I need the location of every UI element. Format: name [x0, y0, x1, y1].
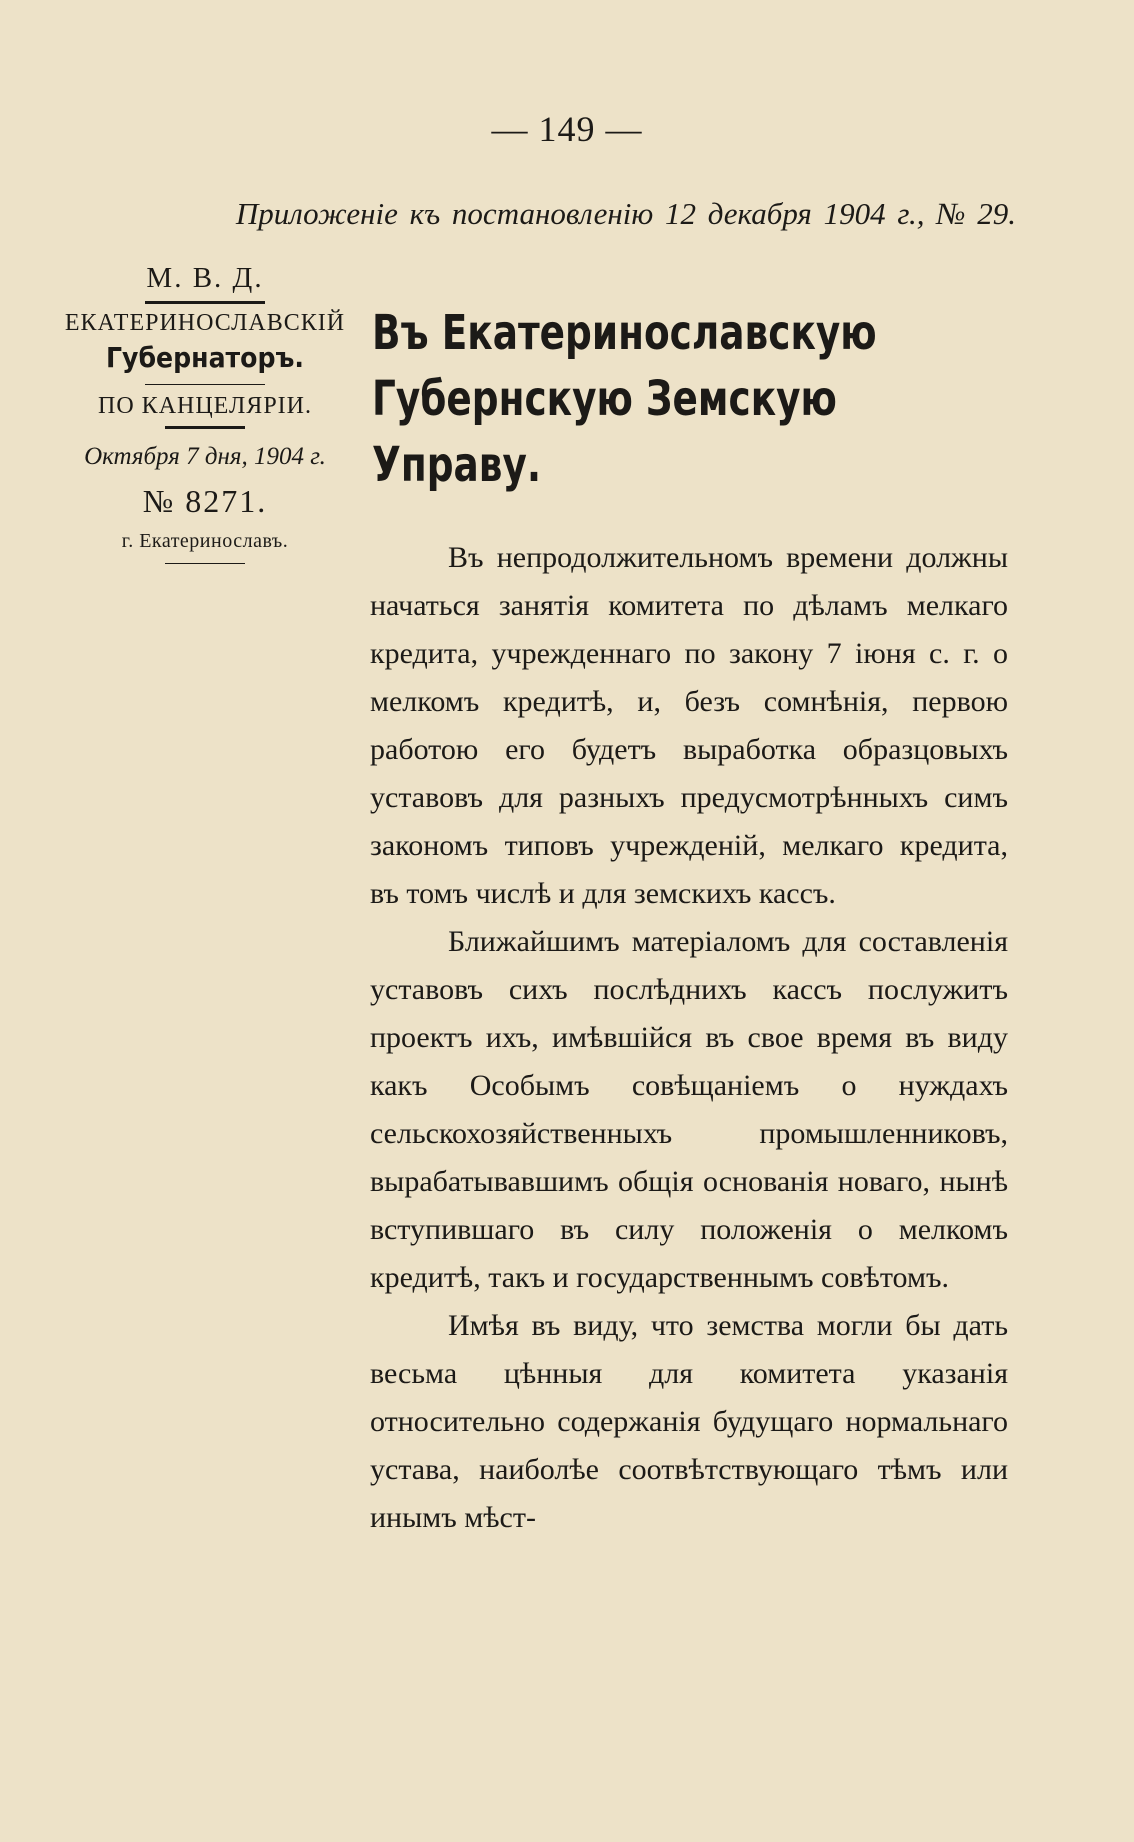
letter-body	[370, 534, 1008, 1542]
letter-city: г. Екатеринославъ.	[121, 530, 289, 552]
office-label: ПО КАНЦЕЛЯРІИ.	[98, 393, 312, 419]
letter-date: Октября 7 дня, 1904 г.	[84, 443, 326, 470]
ministry-label: М. В. Д.	[146, 262, 264, 294]
divider	[145, 301, 265, 304]
governor-title-line2: Губернаторъ.	[105, 341, 305, 374]
paragraph: Ближайшимъ матеріаломъ для составленія уставовъ сихъ послѣднихъ кассъ послужитъ проектъ ихъ, имѣвшійся въ свое время въ виду какъ Особымъ совѣщаніемъ о нуждахъ сельскохозяйственныхъ промышленниковъ, вырабатывавшимъ общія основанія новаго, нынѣ вступившаго въ силу положенія о мелкомъ кредитѣ, такъ и государственнымъ совѣтомъ.	[370, 925, 1008, 1294]
sender-block	[40, 262, 370, 570]
divider	[165, 426, 245, 429]
page-number: — 149 —	[491, 109, 643, 149]
divider	[165, 563, 245, 564]
governor-title-line1: ЕКАТЕРИНОСЛАВСКІЙ	[64, 310, 346, 336]
divider	[145, 384, 265, 385]
letter-number: № 8271.	[142, 483, 268, 519]
paragraph: Въ непродолжительномъ времени должны начаться занятія комитета по дѣламъ мелкаго кредита, учрежденнаго по закону 7 іюня с. г. о мелкомъ кредитѣ, и, безъ сомнѣнія, первою работою его будетъ выработка образцовыхъ уставовъ для разныхъ предусмотрѣнныхъ симъ закономъ типовъ учрежденій, мелкаго кредита, въ томъ числѣ и для земскихъ кассъ.	[370, 541, 1008, 910]
addressee-heading: Въ Екатеринославскую Губернскую Земскую Управу.	[372, 305, 877, 493]
paragraph: Имѣя въ виду, что земства могли бы дать весьма цѣнныя для комитета указанія относительно содержанія будущаго нормальнаго устава, наиболѣе соотвѣтствующаго тѣмъ или инымъ мѣст-	[370, 1309, 1008, 1534]
appendix-reference: Приложеніе къ постановленію 12 декабря 1904 г., № 29.	[235, 196, 1016, 231]
